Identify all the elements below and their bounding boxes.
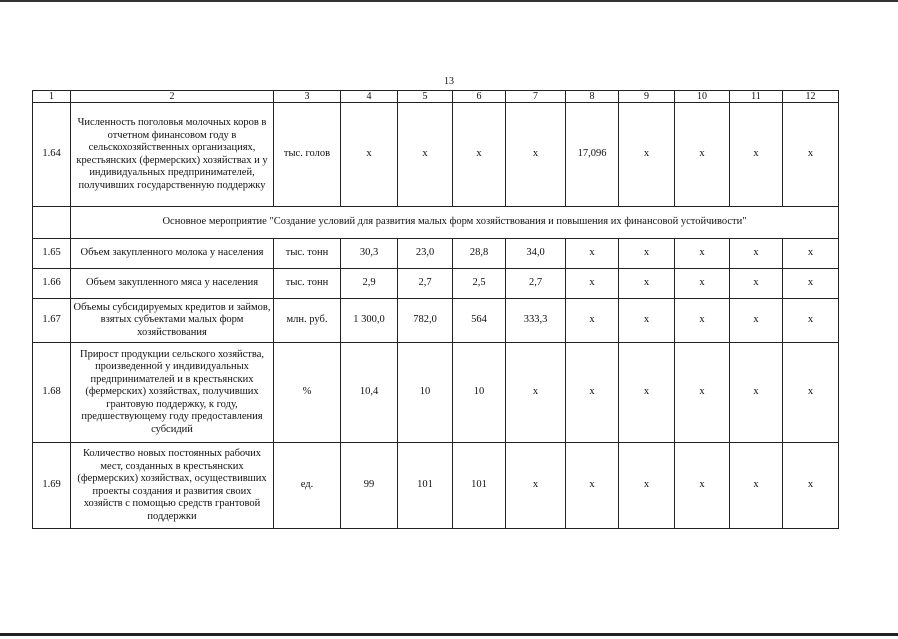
value-cell: 1 300,0 [341,299,398,343]
indicator-name: Объем закупленного мяса у населения [71,269,274,299]
row-number: 1.69 [33,443,71,529]
value-cell: 333,3 [506,299,566,343]
value-cell: х [566,299,619,343]
value-cell: х [675,443,730,529]
column-header: 2 [71,91,274,103]
value-cell: х [619,103,675,207]
value-cell: х [619,269,675,299]
table-row [33,443,839,529]
value-cell: 2,7 [398,269,453,299]
value-cell: х [730,443,783,529]
value-cell: х [341,103,398,207]
indicator-name: Объемы субсидируемых кредитов и займов, взятых субъектами малых форм хозяйствования [71,299,274,343]
indicator-name: Объем закупленного молока у населения [71,239,274,269]
value-cell: 564 [453,299,506,343]
value-cell: 782,0 [398,299,453,343]
unit-cell: млн. руб. [274,299,341,343]
row-number: 1.68 [33,343,71,443]
value-cell: х [566,343,619,443]
value-cell: х [453,103,506,207]
value-cell: х [398,103,453,207]
value-cell: х [783,103,839,207]
value-cell: 101 [398,443,453,529]
value-cell: х [566,239,619,269]
row-number: 1.66 [33,269,71,299]
value-cell: 10 [453,343,506,443]
value-cell: 23,0 [398,239,453,269]
value-cell: х [675,239,730,269]
row-number: 1.67 [33,299,71,343]
value-cell: 10,4 [341,343,398,443]
indicator-name: Количество новых постоянных рабочих мест, созданных в крестьянских (фермерских) хозяйствах, осуществивших проекты создания и развития своих хозяйств с помощью средств грантовой поддержки [71,443,274,529]
page-number: 13 [444,76,454,87]
table-row [33,103,839,207]
value-cell: 2,9 [341,269,398,299]
column-header: 10 [675,91,730,103]
value-cell: х [506,103,566,207]
value-cell: х [783,269,839,299]
value-cell: 28,8 [453,239,506,269]
value-cell: х [619,239,675,269]
value-cell: х [619,343,675,443]
value-cell: х [675,103,730,207]
scan-bottom-border [0,633,898,636]
indicator-name: Численность поголовья молочных коров в отчетном финансовом году в сельскохозяйственных организациях, крестьянских (фермерских) хозяйствах и у индивидуальных предпринимателей, получивших государственную поддержку [71,103,274,207]
value-cell: х [566,443,619,529]
value-cell: х [619,299,675,343]
unit-cell: тыс. голов [274,103,341,207]
value-cell: х [675,269,730,299]
table-row [33,239,839,269]
column-header: 4 [341,91,398,103]
table-row [33,269,839,299]
value-cell: 2,5 [453,269,506,299]
column-header: 6 [453,91,506,103]
value-cell: х [783,343,839,443]
table-row [33,299,839,343]
row-number: 1.64 [33,103,71,207]
column-header: 3 [274,91,341,103]
value-cell: х [619,443,675,529]
value-cell: х [730,103,783,207]
value-cell: 34,0 [506,239,566,269]
value-cell: х [675,343,730,443]
row-number: 1.65 [33,239,71,269]
column-header: 12 [783,91,839,103]
column-header: 1 [33,91,71,103]
indicators-table [32,90,839,529]
value-cell: 17,096 [566,103,619,207]
column-number-row [33,91,839,103]
value-cell: х [730,299,783,343]
value-cell: 2,7 [506,269,566,299]
value-cell: х [506,343,566,443]
column-header: 7 [506,91,566,103]
column-header: 11 [730,91,783,103]
value-cell: х [783,299,839,343]
value-cell: 30,3 [341,239,398,269]
value-cell: 101 [453,443,506,529]
table-row [33,343,839,443]
value-cell: х [506,443,566,529]
value-cell: 99 [341,443,398,529]
section-title: Основное мероприятие "Создание условий для развития малых форм хозяйствования и повышения их финансовой устойчивости" [71,207,839,239]
value-cell: х [783,443,839,529]
unit-cell: тыс. тонн [274,239,341,269]
value-cell: х [566,269,619,299]
unit-cell: тыс. тонн [274,269,341,299]
column-header: 8 [566,91,619,103]
column-header: 5 [398,91,453,103]
value-cell: х [730,343,783,443]
value-cell: х [730,269,783,299]
value-cell: х [783,239,839,269]
scan-top-border [0,0,898,2]
row-number [33,207,71,239]
indicator-name: Прирост продукции сельского хозяйства, произведенной у индивидуальных предпринимателей и в крестьянских (фермерских) хозяйствах, получивших грантовую поддержку, к году, предшествующему году предоставления субсидий [71,343,274,443]
unit-cell: % [274,343,341,443]
unit-cell: ед. [274,443,341,529]
section-row [33,207,839,239]
column-header: 9 [619,91,675,103]
value-cell: х [730,239,783,269]
value-cell: 10 [398,343,453,443]
value-cell: х [675,299,730,343]
